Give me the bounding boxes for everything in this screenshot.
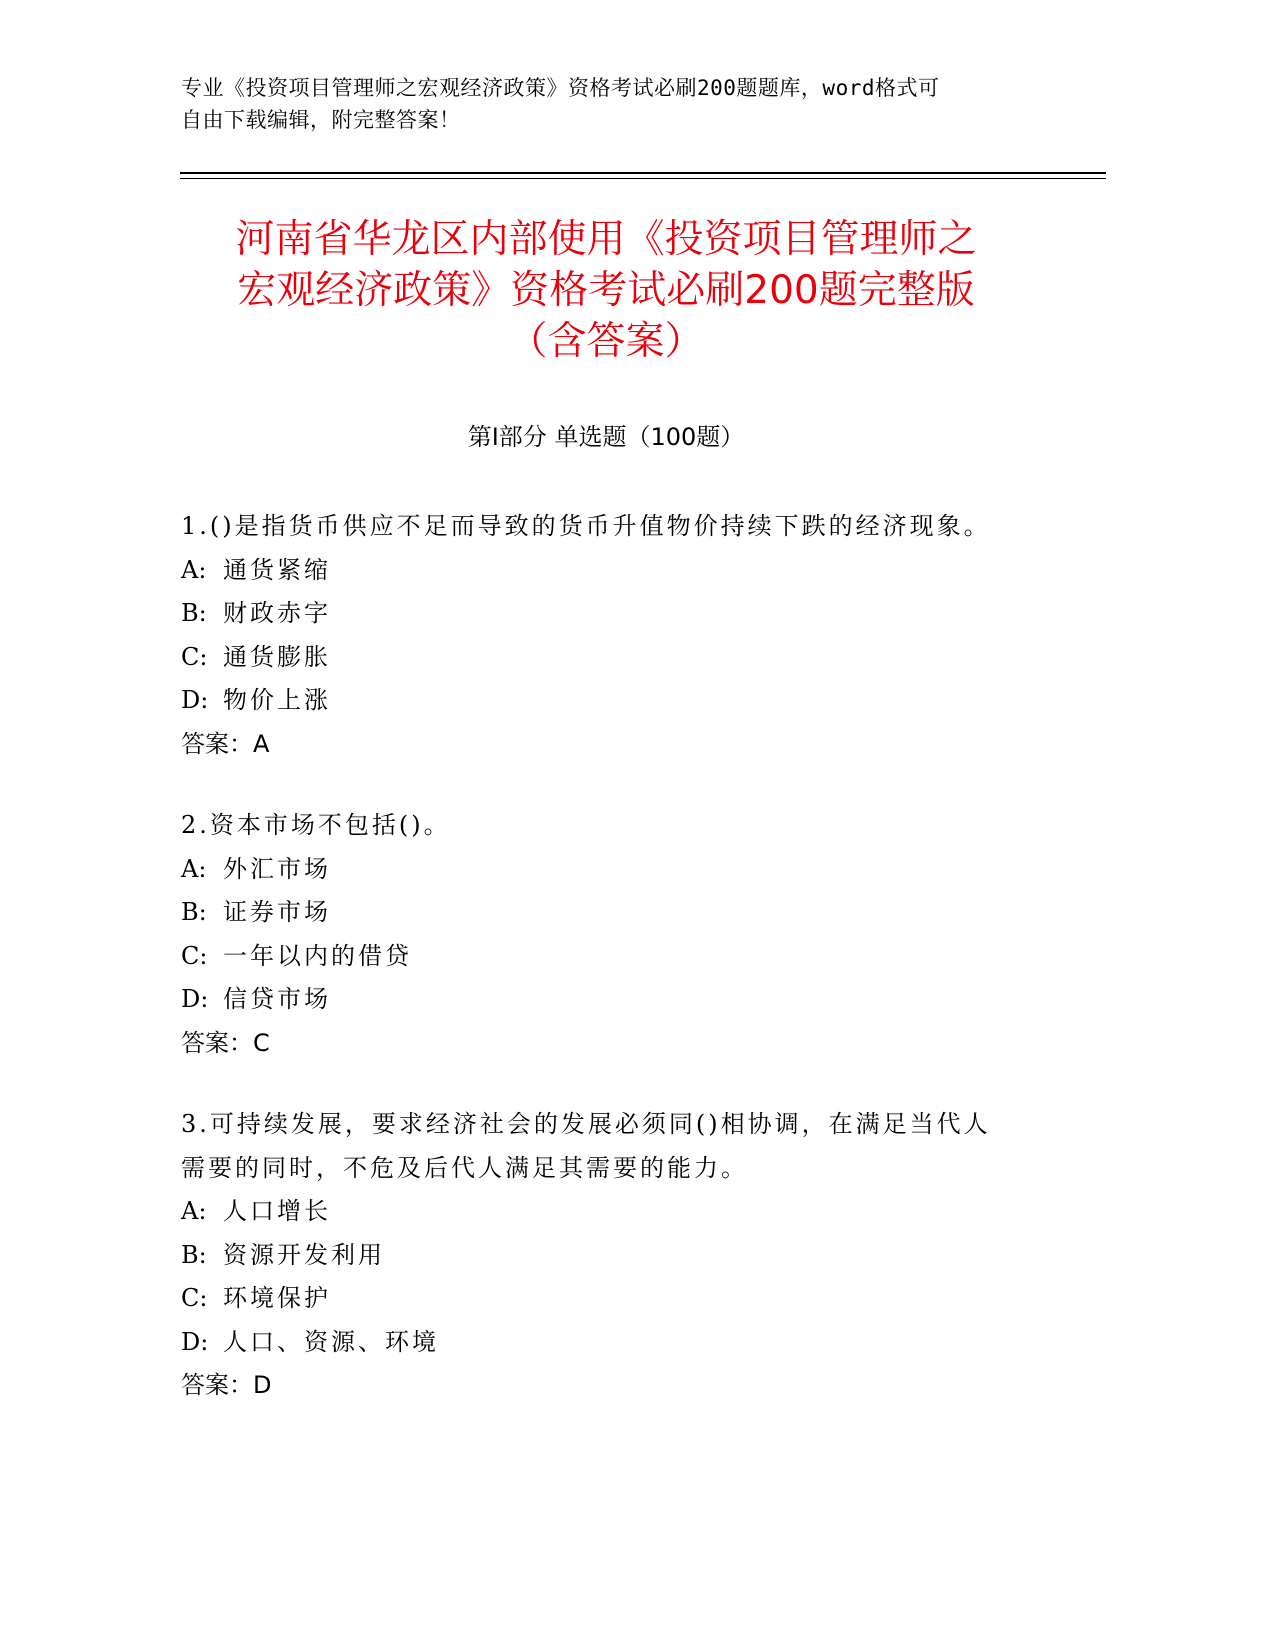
option-key: B: — [181, 1240, 207, 1269]
title-line: 河南省华龙区内部使用《投资项目管理师之 — [235, 217, 977, 262]
option-text: 信贷市场 — [223, 985, 331, 1013]
section-heading: 第I部分 单选题（100题） — [467, 423, 745, 451]
option-key: B: — [181, 898, 207, 926]
option-text: 证券市场 — [223, 898, 331, 926]
question-1 — [181, 505, 1061, 766]
option-key: C: — [181, 642, 208, 671]
option-key: B: — [181, 599, 207, 627]
intro-paragraph — [181, 72, 1061, 136]
option-key: D: — [181, 686, 209, 714]
title-line: （含答案） — [508, 319, 704, 364]
option-d — [181, 679, 1061, 723]
option-text: 一年以内的借贷 — [223, 941, 412, 970]
option-text: 人口增长 — [223, 1197, 331, 1225]
option-key: C: — [181, 1284, 208, 1312]
option-key: A: — [181, 854, 207, 883]
option-b — [181, 592, 1061, 636]
option-key: C: — [181, 941, 208, 970]
intro-line: 专业《投资项目管理师之宏观经济政策》资格考试必刷200题题库，word格式可 — [181, 76, 940, 100]
option-key: D: — [181, 985, 209, 1013]
option-c — [181, 636, 1061, 680]
question-stem: 2.资本市场不包括()。 — [181, 811, 451, 839]
option-text: 物价上涨 — [223, 686, 331, 714]
option-text: 人口、资源、环境 — [223, 1327, 439, 1356]
question-stem-continued: 需要的同时，不危及后代人满足其需要的能力。 — [181, 1153, 748, 1182]
option-a — [181, 1190, 1061, 1234]
header-divider-thick — [180, 172, 1106, 174]
option-d — [181, 978, 1061, 1022]
option-key: A: — [181, 1197, 207, 1225]
option-c — [181, 1277, 1061, 1321]
question-stem: 1.()是指货币供应不足而导致的货币升值物价持续下跌的经济现象。 — [181, 512, 991, 540]
question-list — [181, 505, 1061, 1446]
option-a — [181, 549, 1061, 593]
answer-line: 答案：D — [181, 1371, 272, 1399]
title-line: 宏观经济政策》资格考试必刷200题完整版 — [237, 268, 975, 313]
option-key: D: — [181, 1327, 209, 1356]
option-b — [181, 891, 1061, 935]
question-3 — [181, 1103, 1061, 1408]
option-key: A: — [181, 555, 207, 584]
option-text: 环境保护 — [223, 1284, 331, 1312]
document-title — [150, 214, 1062, 367]
answer-line: 答案：C — [181, 1028, 270, 1057]
option-text: 财政赤字 — [223, 599, 331, 627]
question-stem: 3.可持续发展，要求经济社会的发展必须同()相协调，在满足当代人 — [181, 1110, 991, 1138]
option-text: 资源开发利用 — [223, 1240, 385, 1269]
question-2 — [181, 804, 1061, 1065]
answer-line: 答案：A — [181, 729, 270, 758]
intro-line: 自由下载编辑，附完整答案！ — [181, 108, 461, 132]
option-c — [181, 935, 1061, 979]
option-text: 外汇市场 — [223, 854, 331, 883]
option-text: 通货紧缩 — [223, 555, 331, 584]
option-d — [181, 1321, 1061, 1365]
option-b — [181, 1234, 1061, 1278]
header-divider-thin — [180, 178, 1106, 179]
option-a — [181, 848, 1061, 892]
option-text: 通货膨胀 — [223, 642, 331, 671]
